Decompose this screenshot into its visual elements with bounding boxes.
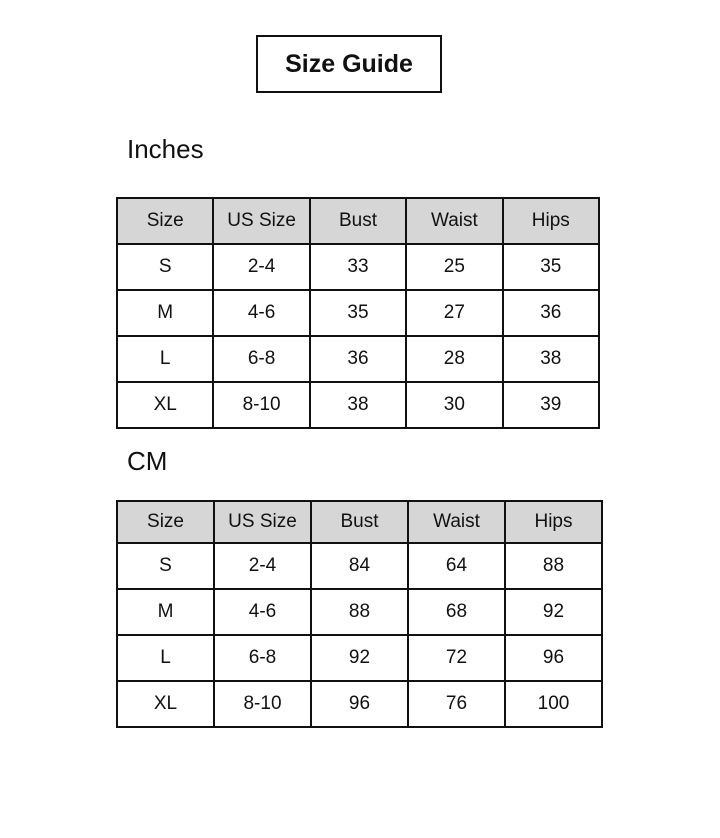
header-cell: Hips xyxy=(505,501,602,543)
table-cell: S xyxy=(117,244,213,290)
table-row xyxy=(117,290,599,336)
header-cell: Bust xyxy=(310,198,406,244)
page-title xyxy=(256,35,442,93)
table-cell: 76 xyxy=(408,681,505,727)
table-cell: M xyxy=(117,589,214,635)
cm-section-label: CM xyxy=(127,446,168,476)
header-cell: Size xyxy=(117,198,213,244)
table-cell: 84 xyxy=(311,543,408,589)
table-row xyxy=(117,543,602,589)
table-cell: 2-4 xyxy=(214,543,311,589)
table-cell: 36 xyxy=(503,290,599,336)
table-cell: S xyxy=(117,543,214,589)
table-cell: 96 xyxy=(311,681,408,727)
table-cell: 8-10 xyxy=(213,382,309,428)
table-cell: 38 xyxy=(310,382,406,428)
table-cell: L xyxy=(117,336,213,382)
header-cell: Waist xyxy=(406,198,502,244)
inches-section-label: Inches xyxy=(127,134,204,164)
table-cell: 35 xyxy=(310,290,406,336)
table-cell: 92 xyxy=(311,635,408,681)
table-cell: 30 xyxy=(406,382,502,428)
table-cell: 88 xyxy=(505,543,602,589)
table-row xyxy=(117,244,599,290)
table-cell: M xyxy=(117,290,213,336)
table-cell: 28 xyxy=(406,336,502,382)
header-cell: Waist xyxy=(408,501,505,543)
table-cell: 8-10 xyxy=(214,681,311,727)
table-cell: 6-8 xyxy=(214,635,311,681)
table-cell: 72 xyxy=(408,635,505,681)
table-header-row xyxy=(117,198,599,244)
table-cell: 25 xyxy=(406,244,502,290)
page-title-text: Size Guide xyxy=(285,49,413,78)
table-cell: 27 xyxy=(406,290,502,336)
table-cell: 38 xyxy=(503,336,599,382)
table-cell: 4-6 xyxy=(214,589,311,635)
table-cell: 6-8 xyxy=(213,336,309,382)
table-cell: 35 xyxy=(503,244,599,290)
table-row xyxy=(117,382,599,428)
table-cell: 88 xyxy=(311,589,408,635)
table-cell: 39 xyxy=(503,382,599,428)
table-cell: 4-6 xyxy=(213,290,309,336)
table-cell: XL xyxy=(117,382,213,428)
table-cell: L xyxy=(117,635,214,681)
header-cell: Bust xyxy=(311,501,408,543)
table-row xyxy=(117,336,599,382)
table-row xyxy=(117,635,602,681)
table-cell: 2-4 xyxy=(213,244,309,290)
table-cell: 100 xyxy=(505,681,602,727)
table-row xyxy=(117,681,602,727)
table-cell: 33 xyxy=(310,244,406,290)
table-cell: 68 xyxy=(408,589,505,635)
table-cell: 36 xyxy=(310,336,406,382)
table-cell: 64 xyxy=(408,543,505,589)
header-cell: Size xyxy=(117,501,214,543)
header-cell: US Size xyxy=(214,501,311,543)
header-cell: US Size xyxy=(213,198,309,244)
table-cell: XL xyxy=(117,681,214,727)
table-row xyxy=(117,589,602,635)
table-header-row xyxy=(117,501,602,543)
cm-size-table xyxy=(116,500,603,728)
table-cell: 92 xyxy=(505,589,602,635)
header-cell: Hips xyxy=(503,198,599,244)
inches-size-table xyxy=(116,197,600,429)
table-cell: 96 xyxy=(505,635,602,681)
